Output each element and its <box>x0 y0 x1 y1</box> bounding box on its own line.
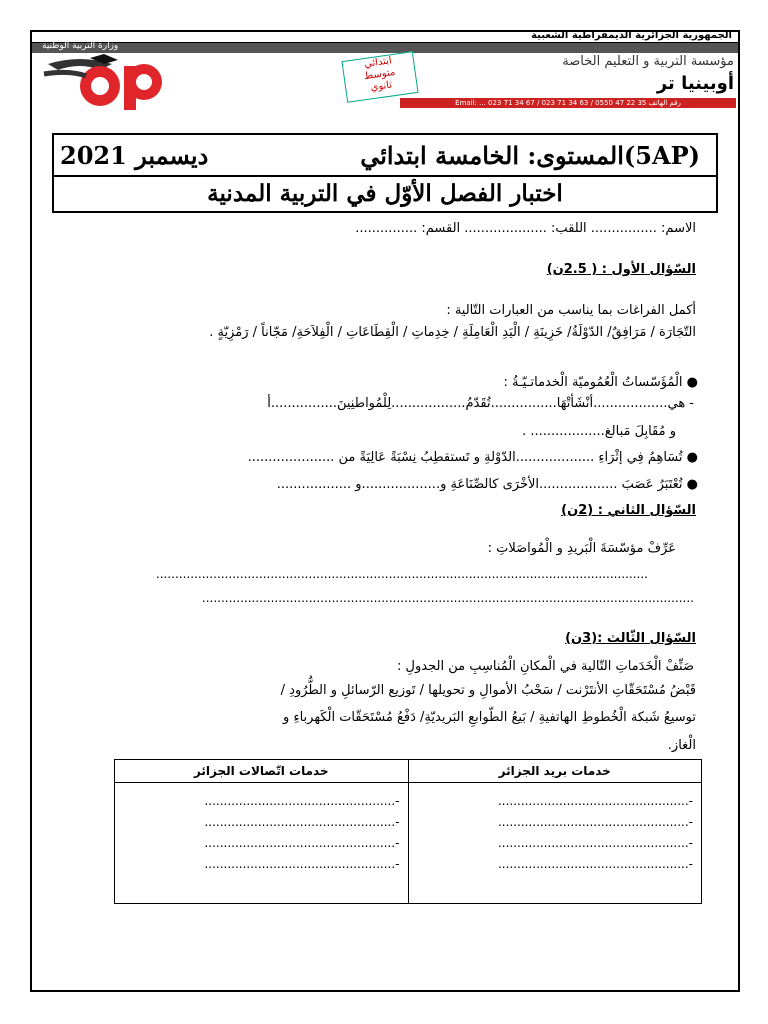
post-services-cell[interactable] <box>408 783 702 904</box>
blank-line: -.................................................. <box>204 836 400 850</box>
q1-item1-head-text: الْمُؤَسّساتُ الْعُمُوميّة الْخدماتـيّـةُ : <box>503 375 683 390</box>
badge-line: ابتدائي <box>363 55 393 71</box>
q1-item2-text: تُسَاهِمُ فِي إثْرَاءِ ...................الدّوْلةِ و تَستقطِبُ نِسْبَةً عَالِيَةً من ..................... <box>247 450 683 465</box>
school-header <box>314 54 734 104</box>
q3-line2: توسيعُ شَبكة الْخُطوطِ الهاتفيةِ / بَيعُ الطّوابعِ البَريديّةِ/ دَفْعُ مُسْتَحَقّات الْكَهرباءِ و <box>283 710 696 725</box>
ministry-title: وزارة التربية الوطنية <box>42 41 119 51</box>
exam-title-box <box>52 133 718 213</box>
badge-line: ثانوي <box>369 79 393 94</box>
table-header-row <box>115 760 702 783</box>
blank-line: -.................................................. <box>204 857 400 871</box>
exam-date: ديسمبر 2021 <box>60 141 209 170</box>
exam-level-row <box>54 135 716 177</box>
q1-title: السّؤال الأول : ( 2.5ن) <box>546 262 696 277</box>
q1-item1-line2: و مُقَابِلَ مَبالغ.................. . <box>522 424 676 439</box>
student-info: الاسم: ................ اللقب: .................... القسم: ............... <box>355 221 696 236</box>
blank-line: -.................................................. <box>497 857 693 871</box>
q2-answer-line: ................................................................................................................................. <box>155 567 648 581</box>
q3-instruction: صَنِّفْ الْخَدَماتِ التّالية في الْمكانِ الْمُناسِبِ من الجدولِ : <box>397 659 694 674</box>
q1-item3: ● تُعْتَبَرُ عَصَبَ ...................الأخْرَى كالصِّنَاعَةِ و...................و .................. <box>276 477 698 492</box>
blank-line: -.................................................. <box>204 794 400 808</box>
blank-line: -.................................................. <box>497 794 693 808</box>
school-logo <box>40 52 190 112</box>
q1-word-bank: التّجَارَة / مَرَافِقٌ/ الدّوْلَةُ/ خَزِينَةِ / الْيَدِ الْعَامِلَةِ / خِدِماتِ / الْقِطَاعَاتِ / الْفِلاَحَةِ/ مَجّاناً / رَمْزِيّةٍ . <box>209 325 696 340</box>
blank-line: -.................................................. <box>497 836 693 850</box>
telecom-services-cell[interactable] <box>115 783 409 904</box>
q3-line3: الْغاز. <box>667 738 696 753</box>
institution-name: مؤسسة التربية و التعليم الخاصة <box>562 54 734 69</box>
q3-title: السّؤال الثّالث :(3ن) <box>565 631 696 646</box>
q1-item3-text: تُعْتَبَرُ عَصَبَ ...................الأخْرَى كالصِّنَاعَةِ و...................و .................. <box>276 477 683 492</box>
contact-strip: Email: ... 023 71 34 67 / 023 71 34 63 / 0550 47 22 35 رقم الهاتف <box>400 98 736 108</box>
blank-line: -.................................................. <box>497 815 693 829</box>
q3-line1: قَبْضُ مُسْتَحَقّاتِ الأنتَرْنت / سَحْبُ الأموالِ و تحويلها / تَوزيع الرّسائلِ و الطُّرُودِ / <box>280 683 696 698</box>
table-header-post: خدمات بريد الجزائر <box>408 760 702 783</box>
table-header-telecom: خدمات اتّصالات الجزائر <box>115 760 409 783</box>
q1-item2: ● تُسَاهِمُ فِي إثْرَاءِ ...................الدّوْلةِ و تَستقطِبُ نِسْبَةً عَالِيَةً من ..................... <box>247 450 698 465</box>
services-table <box>114 759 702 904</box>
logo-graphic <box>40 52 190 112</box>
badge-line: متوسط <box>363 66 396 83</box>
levels-badge <box>341 51 418 103</box>
exam-title: اختبار الفصل الأوّل في التربية المدنية <box>207 180 563 207</box>
blank-line: -.................................................. <box>204 815 400 829</box>
q1-item1-line1: - هي..................أنْشَأتْهَا................تُقَدّمُ..................لِلْمُواطنِينَ................أ <box>267 396 694 411</box>
table-row <box>115 783 702 904</box>
q2-prompt: عَرِّفْ مؤسّسَةَ الْبَريدِ و الْمُواصَلاتِ : <box>487 541 676 556</box>
q2-title: السّؤال الثاني : (2ن) <box>561 503 696 518</box>
republic-title: الجمهورية الجزائرية الديمقراطية الشعبية <box>531 30 732 41</box>
school-name: أوبينيا تر <box>656 73 734 94</box>
exam-level: المستوى: الخامسة ابتدائي(5AP) <box>360 141 700 170</box>
q2-answer-line: ................................................................................................................................. <box>201 591 694 605</box>
header-top-line <box>32 30 738 42</box>
q1-instruction: أكمل الفراغات بما يناسب من العبارات التّالية : <box>446 303 696 318</box>
q1-item1-head: ● الْمُؤَسّساتُ الْعُمُوميّة الْخدماتـيّـةُ : <box>503 375 698 390</box>
